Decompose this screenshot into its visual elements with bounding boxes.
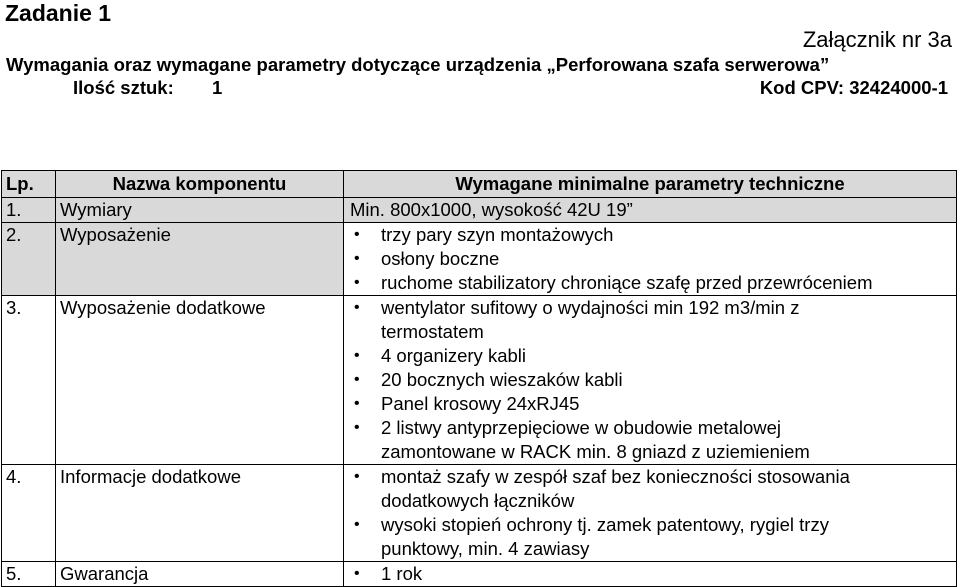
list-item: • montaż szafy w zespół szaf bez konieczności stosowania dodatkowych łączników (354, 466, 850, 511)
param-value: Min. 800x1000, wysokość 42U 19” (350, 199, 633, 220)
list-item: • ruchome stabilizatory chroniące szafę przed przewróceniem (354, 272, 873, 293)
row-number: 2. (2, 223, 56, 296)
document-subtitle: Wymagania oraz wymagane parametry dotyczące urządzenia „Perforowana szafa serwerowa” (6, 54, 830, 75)
table-row (2, 562, 957, 587)
row-number: 3. (2, 296, 56, 465)
list-item: • osłony boczne (354, 248, 500, 269)
bullet-icon: • (354, 395, 360, 412)
bullet-icon: • (354, 274, 360, 291)
bullet-icon: • (354, 565, 360, 582)
bullet-icon: • (354, 250, 360, 267)
list-item: • 4 organizery kabli (354, 345, 526, 366)
bullet-icon: • (354, 516, 360, 533)
list-item: • 1 rok (354, 563, 423, 584)
component-name: Gwarancja (56, 562, 344, 587)
component-name: Informacje dodatkowe (56, 465, 344, 562)
param-list (348, 562, 952, 586)
list-item: • 20 bocznych wieszaków kabli (354, 369, 623, 390)
component-params (344, 562, 957, 587)
row-number: 1. (2, 198, 56, 223)
document-title: Zadanie 1 (5, 0, 112, 26)
table-row (2, 465, 957, 562)
bullet-icon: • (354, 419, 360, 436)
quantity-value: 1 (212, 77, 223, 98)
bullet-icon: • (354, 226, 360, 243)
list-item: • 2 listwy antyprzepięciowe w obudowie metalowej zamontowane w RACK min. 8 gniazd z uziemieniem (354, 417, 810, 462)
bullet-icon: • (354, 347, 360, 364)
bullet-icon: • (354, 299, 360, 316)
table-header-row (2, 171, 957, 198)
table-row (2, 223, 957, 296)
table-row (2, 198, 957, 223)
column-header-lp: Lp. (2, 171, 56, 198)
column-header-name: Nazwa komponentu (56, 171, 344, 198)
cpv-code: Kod CPV: 32424000-1 (759, 77, 948, 98)
list-item: • trzy pary szyn montażowych (354, 224, 614, 245)
column-header-params: Wymagane minimalne parametry techniczne (344, 171, 957, 198)
list-item: • wentylator sufitowy o wydajności min 192 m3/min z termostatem (354, 297, 800, 342)
list-item: • Panel krosowy 24xRJ45 (354, 393, 580, 414)
component-name: Wymiary (56, 198, 344, 223)
list-item: • wysoki stopień ochrony tj. zamek patentowy, rygiel trzy punktowy, min. 4 zawiasy (354, 514, 829, 559)
param-list (348, 296, 952, 464)
table-row (2, 296, 957, 465)
quantity-label: Ilość sztuk: (73, 77, 174, 98)
attachment-label: Załącznik nr 3a (802, 27, 952, 52)
row-number: 4. (2, 465, 56, 562)
component-params (344, 465, 957, 562)
component-params (344, 223, 957, 296)
param-list (348, 223, 952, 295)
component-name: Wyposażenie (56, 223, 344, 296)
component-params (344, 296, 957, 465)
component-name: Wyposażenie dodatkowe (56, 296, 344, 465)
component-params (344, 198, 957, 223)
row-number: 5. (2, 562, 56, 587)
requirements-table (1, 170, 957, 587)
param-list (348, 465, 952, 561)
bullet-icon: • (354, 371, 360, 388)
bullet-icon: • (354, 468, 360, 485)
